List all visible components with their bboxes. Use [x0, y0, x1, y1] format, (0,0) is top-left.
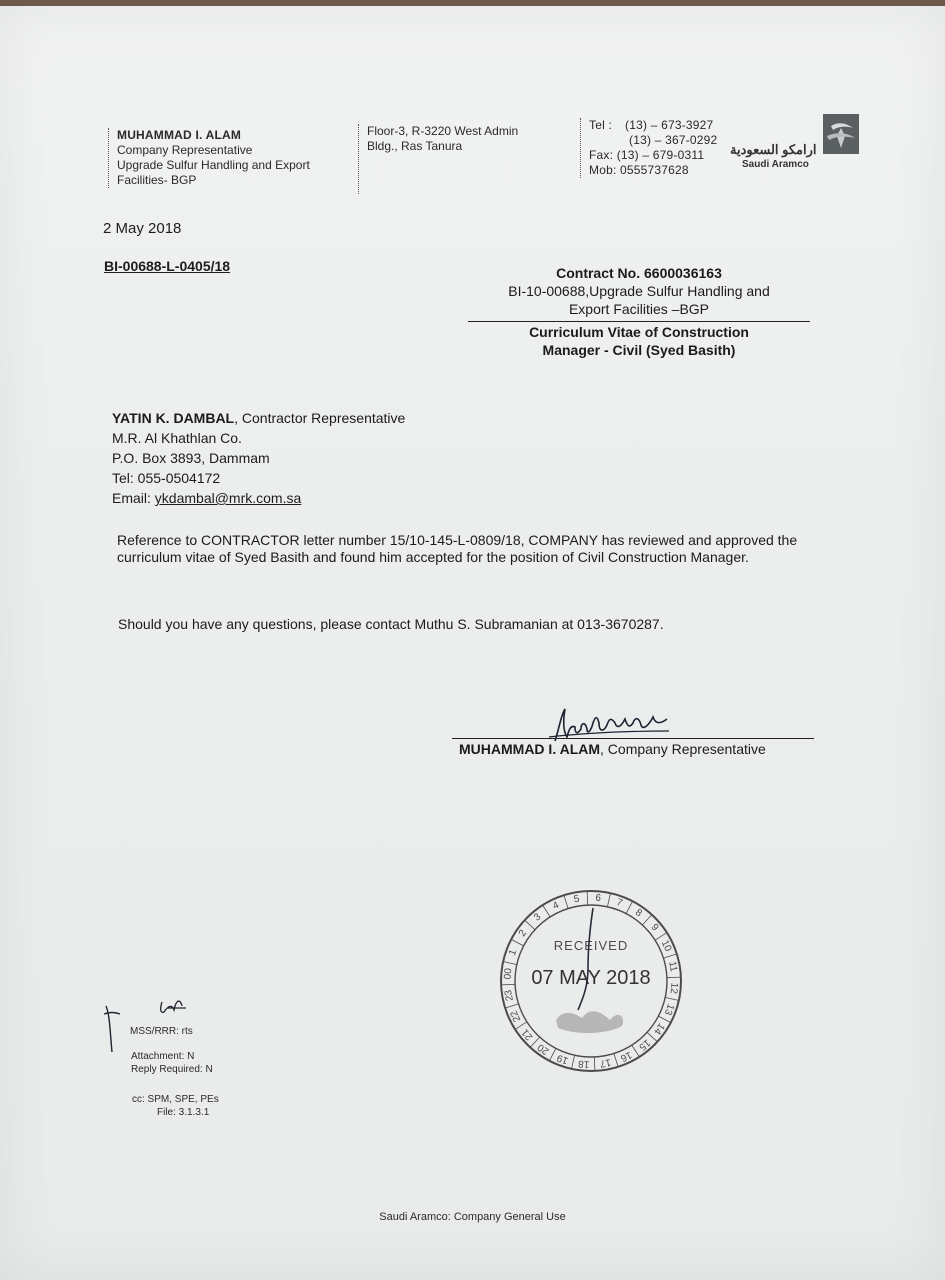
stamp-day-divider — [594, 1057, 595, 1071]
stamp-day-divider — [515, 1022, 527, 1030]
tel2-value: (13) – 367-0292 — [629, 133, 718, 147]
stamp-day-divider — [505, 1004, 518, 1008]
stamp-day-divider — [501, 984, 515, 985]
footnote-attachment: Attachment: N — [131, 1051, 195, 1062]
addressee-company: M.R. Al Khathlan Co. — [112, 430, 242, 446]
mob-value: 0555737628 — [620, 163, 689, 177]
stamp-emblem — [556, 1011, 623, 1033]
sender-name: MUHAMMAD I. ALAM — [117, 128, 242, 142]
logo-arabic-text: ارامكو السعودية — [730, 142, 817, 157]
stamp-day-7: 7 — [614, 897, 624, 910]
stamp-day-21: 21 — [519, 1026, 536, 1043]
stamp-day-2: 2 — [517, 928, 530, 939]
stamp-day-divider — [642, 915, 652, 925]
subject-line1: Curriculum Vitae of Construction — [529, 324, 749, 340]
stamp-day-15: 15 — [636, 1036, 653, 1053]
stamp-day-divider — [564, 895, 568, 908]
sender-project-line2: Facilities- BGP — [117, 173, 197, 187]
contract-desc-line1: BI-10-00688,Upgrade Sulfur Handling and — [508, 283, 770, 299]
stamp-day-14: 14 — [651, 1020, 667, 1037]
letter-reference: BI-00688-L-0405/18 — [104, 258, 231, 274]
stamp-day-divider — [667, 977, 681, 978]
stamp-day-18: 18 — [577, 1057, 590, 1070]
footnote-file: File: 3.1.3.1 — [157, 1107, 210, 1118]
stamp-day-16: 16 — [618, 1048, 634, 1064]
tel-label: Tel : — [589, 118, 613, 132]
subject-line2: Manager - Civil (Syed Basith) — [542, 342, 736, 358]
stamp-day-divider — [664, 954, 677, 958]
stamp-day-5: 5 — [572, 893, 581, 906]
contract-divider — [468, 321, 810, 322]
stamp-day-17: 17 — [598, 1056, 612, 1069]
stamp-day-8: 8 — [633, 907, 644, 920]
stamp-day-19: 19 — [555, 1051, 570, 1066]
addressee-name: YATIN K. DAMBAL — [112, 410, 235, 426]
stamp-date: 07 MAY 2018 — [531, 967, 651, 989]
stamp-day-divider — [626, 901, 633, 913]
stamp-day-divider — [614, 1054, 618, 1067]
fax-label: Fax: — [589, 148, 614, 162]
phone-block — [580, 118, 717, 178]
addressee-role: , Contractor Representative — [234, 410, 406, 426]
stamp-day-divider — [587, 891, 588, 905]
stamp-day-divider — [655, 933, 667, 941]
saudi-aramco-logo — [728, 114, 868, 174]
stamp-day-divider — [665, 997, 679, 1000]
stamp-day-6: 6 — [594, 892, 602, 905]
signer-name: MUHAMMAD I. ALAM — [459, 741, 601, 757]
address-line2: Bldg., Ras Tanura — [367, 139, 463, 153]
stamp-day-divider — [525, 920, 535, 930]
stamp-day-3: 3 — [532, 911, 544, 924]
stamp-status: RECEIVED — [553, 938, 629, 953]
body-paragraph-2: Should you have any questions, please contact Muthu S. Subramanian at 013-3670287. — [118, 616, 664, 632]
stamp-day-13: 13 — [661, 1002, 676, 1017]
stamp-day-divider — [632, 1045, 640, 1057]
stamp-day-divider — [572, 1055, 575, 1069]
stamp-day-20: 20 — [535, 1041, 552, 1057]
stamp-day-00: 00 — [502, 967, 515, 980]
sender-title: Company Representative — [117, 143, 253, 157]
contract-desc-line2: Export Facilities –BGP — [568, 301, 710, 317]
addressee-po-box: P.O. Box 3893, Dammam — [112, 450, 270, 466]
signer-block — [459, 741, 766, 757]
sender-block — [108, 128, 310, 188]
stamp-day-22: 22 — [508, 1008, 524, 1024]
letter-page — [0, 6, 945, 1280]
stamp-day-divider — [511, 939, 523, 946]
addressee-block — [112, 408, 405, 508]
letter-date: 2 May 2018 — [103, 220, 182, 237]
stamp-day-9: 9 — [648, 922, 661, 934]
footnote-cc: cc: SPM, SPE, PEs — [132, 1094, 219, 1105]
fax-value: (13) – 679-0311 — [616, 148, 705, 162]
signature-line — [452, 738, 814, 739]
stamp-pen-stroke — [578, 908, 593, 1010]
stamp-day-divider — [607, 893, 610, 907]
classification-footer: Saudi Aramco: Company General Use — [379, 1211, 566, 1223]
sender-project-line1: Upgrade Sulfur Handling and Export — [117, 158, 310, 172]
body-paragraph-1: Reference to CONTRACTOR letter number 15/10-145-L-0809/18, COMPANY has reviewed and approved the curriculum vitae of Syed Basith and found him accepted for the position of Civil Construction Manager. — [117, 532, 798, 565]
aramco-star-icon — [823, 114, 859, 154]
footnote-reply: Reply Required: N — [131, 1064, 213, 1075]
logo-english-text: Saudi Aramco — [742, 159, 809, 170]
address-line1: Floor-3, R-3220 West Admin — [367, 124, 519, 138]
contract-block — [468, 264, 810, 359]
stamp-day-11: 11 — [666, 960, 679, 973]
stamp-day-23: 23 — [503, 988, 516, 1002]
footnote-mss: MSS/RRR: rts — [130, 1026, 193, 1037]
contract-number: Contract No. 6600036163 — [556, 265, 722, 281]
tel1-value: (13) – 673-3927 — [625, 118, 714, 132]
stamp-day-1: 1 — [507, 948, 520, 958]
address-block — [358, 124, 518, 194]
signer-title: , Company Representative — [600, 741, 766, 757]
email-link[interactable]: ykdambal@mrk.com.sa — [154, 490, 302, 506]
addressee-tel: Tel: 055-0504172 — [112, 470, 221, 486]
stamp-day-10: 10 — [658, 938, 674, 954]
stamp-day-divider — [503, 962, 517, 965]
mob-label: Mob: — [589, 163, 617, 177]
stamp-day-12: 12 — [667, 982, 680, 995]
stamp-day-divider — [543, 905, 551, 917]
received-stamp — [498, 888, 684, 1074]
email-label: Email: — [112, 490, 155, 506]
stamp-day-4: 4 — [551, 899, 561, 913]
